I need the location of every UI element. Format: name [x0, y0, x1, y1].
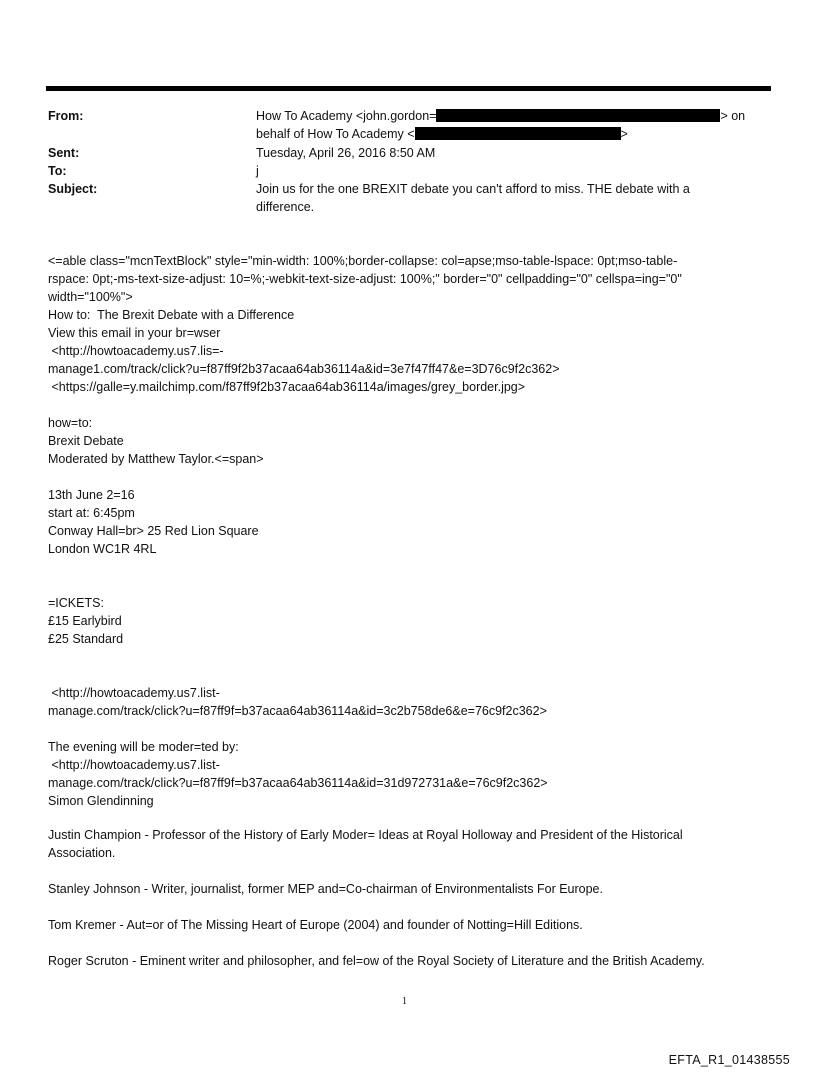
body-line: width="100%"> — [48, 290, 133, 304]
page-number: 1 — [402, 996, 407, 1007]
link-text[interactable]: <http://howtoacademy.us7.list- — [48, 686, 220, 700]
body-line: Stanley Johnson - Writer, journalist, former MEP and=Co-chairman of Environmentalists For Europe. — [48, 882, 603, 896]
redaction-bar — [436, 109, 720, 122]
body-line: London WC1R 4RL — [48, 542, 157, 556]
to-label: To: — [48, 164, 67, 178]
body-line: Moderated by Matthew Taylor.<=span> — [48, 452, 264, 466]
from-line1-suffix: > on — [720, 109, 746, 123]
sent-value: Tuesday, April 26, 2016 8:50 AM — [256, 146, 436, 160]
body-line: How to: The Brexit Debate with a Difference — [48, 308, 295, 322]
document-id: EFTA_R1_01438555 — [668, 1053, 790, 1067]
from-value — [256, 108, 771, 125]
body-line: View this email in your br=wser — [48, 326, 221, 340]
from-line2-prefix: behalf of How To Academy < — [256, 127, 415, 141]
link-text[interactable]: <http://howtoacademy.us7.lis=- — [48, 344, 224, 358]
body-paragraph-moderators — [48, 738, 770, 810]
from-value-line2 — [256, 126, 771, 143]
to-value: j — [256, 164, 259, 178]
sent-label: Sent: — [48, 146, 80, 160]
from-line1-prefix: How To Academy <john.gordon= — [256, 109, 437, 123]
body-line: start at: 6:45pm — [48, 506, 135, 520]
link-text[interactable]: manage.com/track/click?u=f87ff9f=b37acaa64ab36114a&id=3c2b758de6&e=76c9f2c362> — [48, 704, 547, 718]
body-line: <=able class="mcnTextBlock" style="min-width: 100%;border-collapse: col=apse;mso-table-lspace: 0pt;mso-table- — [48, 254, 678, 268]
body-line: Tom Kremer - Aut=or of The Missing Heart of Europe (2004) and founder of Notting=Hill Editions. — [48, 918, 583, 932]
body-line: Justin Champion - Professor of the History of Early Moder= Ideas at Royal Holloway and President of the Historical — [48, 828, 683, 842]
header-rule — [46, 86, 771, 91]
body-paragraph-speaker — [48, 826, 770, 862]
link-text[interactable]: <http://howtoacademy.us7.list- — [48, 758, 220, 772]
body-paragraph-tickets — [48, 594, 770, 648]
link-text[interactable]: manage1.com/track/click?u=f87ff9f2b37acaa64ab36114a&id=3e7f47ff47&e=3D76c9f2c362> — [48, 362, 560, 376]
from-label: From: — [48, 109, 84, 123]
link-text[interactable]: <https://galle=y.mailchimp.com/f87ff9f2b37acaa64ab36114a/images/grey_border.jpg> — [48, 380, 526, 394]
body-paragraph-html-preamble — [48, 252, 770, 396]
subject-line-1: Join us for the one BREXIT debate you can't afford to miss. THE debate with a — [256, 182, 690, 196]
body-line: £15 Earlybird — [48, 614, 122, 628]
body-line: Brexit Debate — [48, 434, 124, 448]
body-paragraph-ticket-link — [48, 684, 770, 720]
body-paragraph-title — [48, 414, 770, 468]
body-paragraph-event-details — [48, 486, 770, 558]
subject-line-2: difference. — [256, 200, 315, 214]
body-line: Association. — [48, 846, 116, 860]
email-header — [48, 108, 778, 218]
link-text[interactable]: manage.com/track/click?u=f87ff9f=b37acaa64ab36114a&id=31d972731a&e=76c9f2c362> — [48, 776, 548, 790]
body-paragraph-speaker — [48, 880, 770, 898]
body-line: The evening will be moder=ted by: — [48, 740, 239, 754]
body-line: Simon Glendinning — [48, 794, 154, 808]
body-line: how=to: — [48, 416, 93, 430]
redaction-bar — [415, 127, 621, 140]
body-line: rspace: 0pt;-ms-text-size-adjust: 10=%;-webkit-text-size-adjust: 100%;" border="0" cellpadding="0" cellspa=ing="0" — [48, 272, 682, 286]
from-line2-suffix: > — [620, 127, 628, 141]
body-line: =ICKETS: — [48, 596, 104, 610]
body-line: Roger Scruton - Eminent writer and philosopher, and fel=ow of the Royal Society of Literature and the British Academy. — [48, 954, 705, 968]
body-line: 13th June 2=16 — [48, 488, 135, 502]
body-line: Conway Hall=br> 25 Red Lion Square — [48, 524, 259, 538]
body-line: £25 Standard — [48, 632, 124, 646]
body-paragraph-speaker — [48, 952, 770, 970]
body-paragraph-speaker — [48, 916, 770, 934]
subject-label: Subject: — [48, 182, 98, 196]
